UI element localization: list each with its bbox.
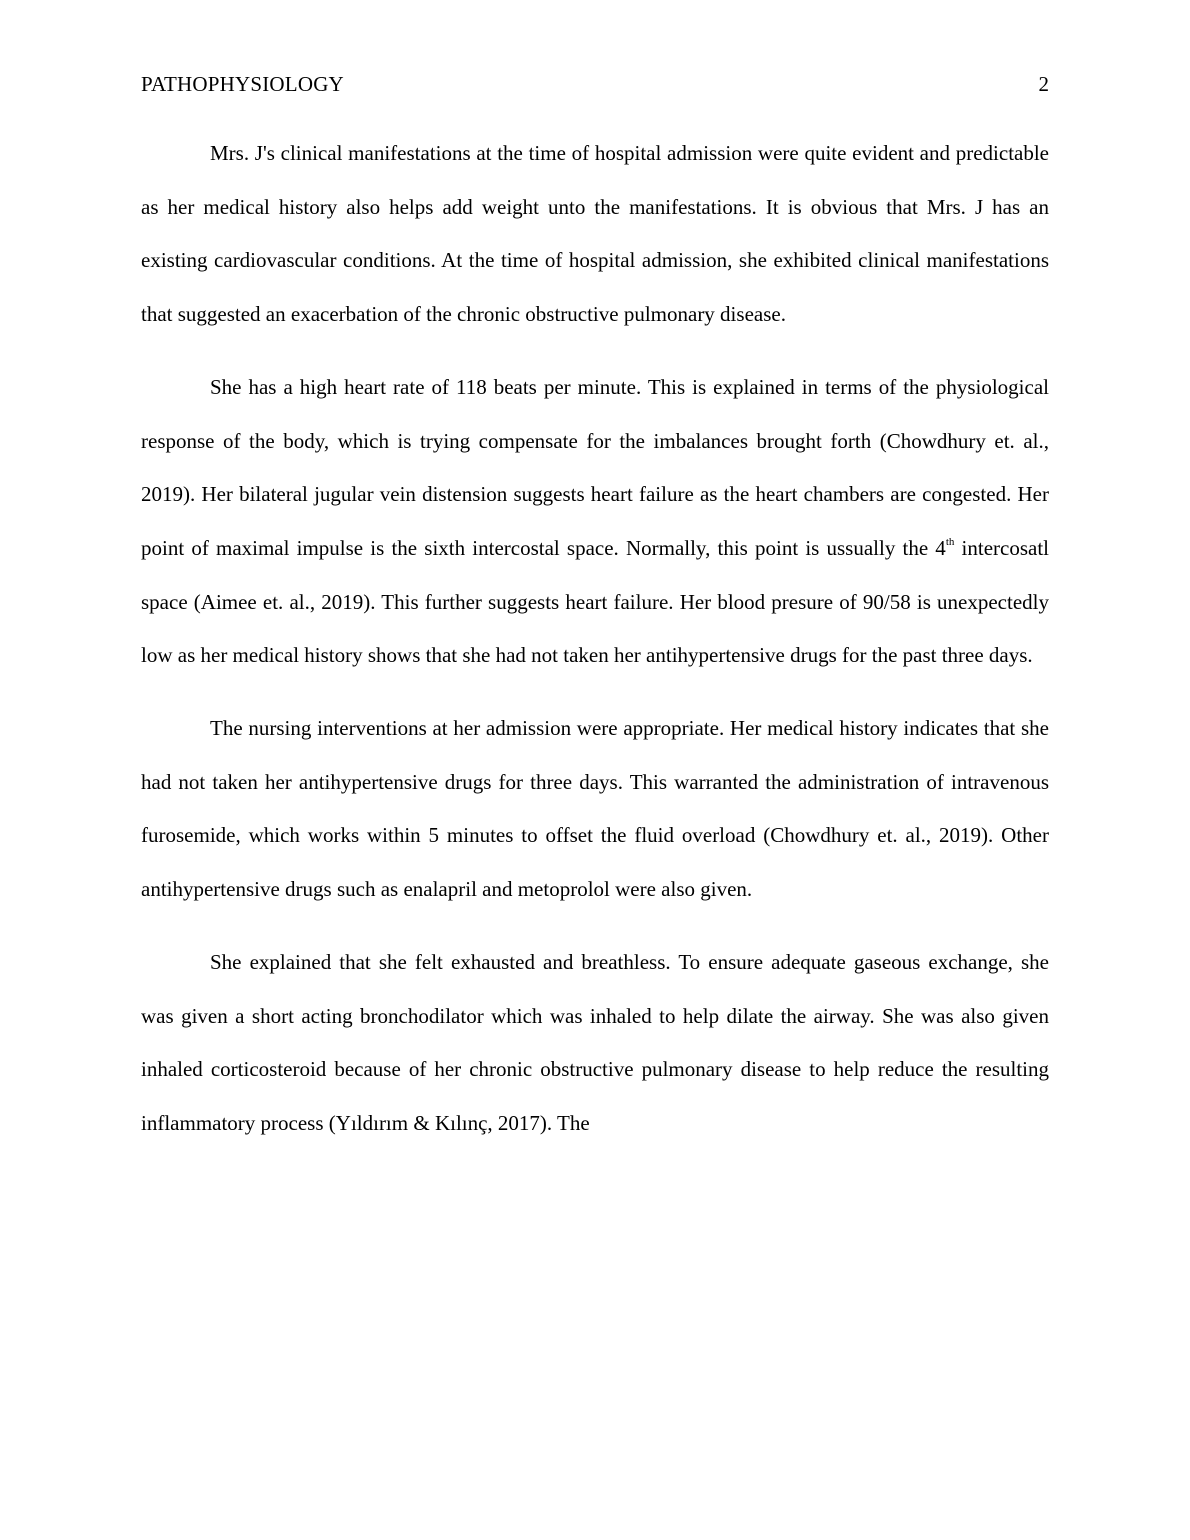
paragraph-breathlessness: She explained that she felt exhausted and breathless. To ensure adequate gaseous exchange, she was given a short acting bronchodilator which was inhaled to help dilate the airway. She was also given inhaled corticosteroid because of her chronic obstructive pulmonary disease to help reduce the resulting inflammatory process (Yıldırım & Kılınç, 2017). The [141,949,1049,1135]
running-head-title: PATHOPHYSIOLOGY [141,72,344,96]
paragraph-nursing-interventions: The nursing interventions at her admission were appropriate. Her medical history indicates that she had not taken her antihypertensive drugs for three days. This warranted the administration of intravenous furosemide, which works within 5 minutes to offset the fluid overload (Chowdhury et. al., 2019). Other antihypertensive drugs such as enalapril and metoprolol were also given. [141,716,1049,902]
body-text [141,127,1049,1170]
running-head [141,70,1049,100]
ordinal-superscript: th [945,535,955,548]
paragraph-heart-rate-part-1: She has a high heart rate of 118 beats per minute. This is explained in terms of the physiological response of the body, which is trying compensate for the imbalances brought forth (Chowdhury et. al., 2019). Her bilateral jugular vein distension suggests heart failure as the heart chambers are congested. Her point of maximal impulse is the sixth intercostal space. Normally, this point is ussually the 4 [141,374,1049,560]
paragraph-clinical-manifestations: Mrs. J's clinical manifestations at the time of hospital admission were quite evident and predictable as her medical history also helps add weight unto the manifestations. It is obvious that Mrs. J has an existing cardiovascular conditions. At the time of hospital admission, she exhibited clinical manifestations that suggested an exacerbation of the chronic obstructive pulmonary disease. [141,141,1049,327]
paragraph-heart-rate-part-2: intercosatl space (Aimee et. al., 2019). This further suggests heart failure. Her blood presure of 90/58 is unexpectedly low as her medical history shows that she had not taken her antihypertensive drugs for the past three days. [141,535,1050,668]
paragraph-heart-rate [141,361,1049,683]
page-number: 2 [1038,72,1049,96]
